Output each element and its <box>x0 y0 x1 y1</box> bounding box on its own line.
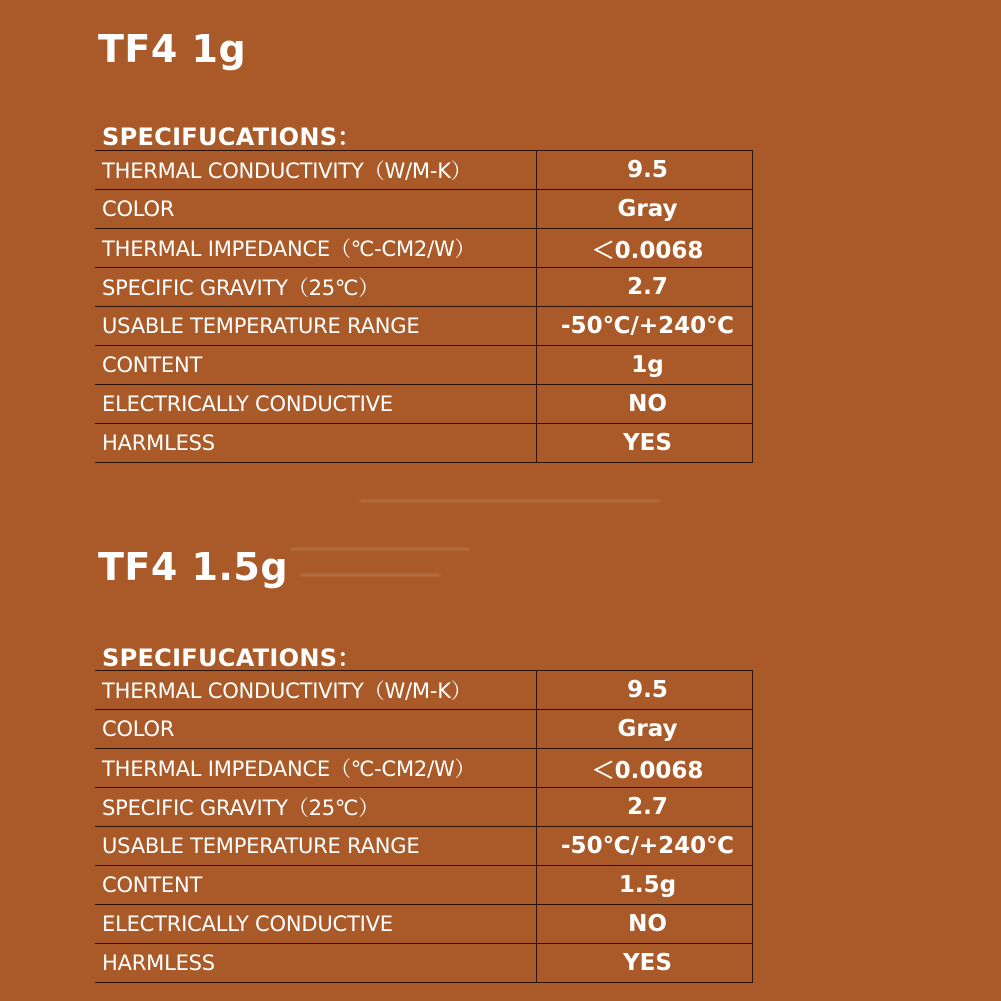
spec-label: HARMLESS <box>95 424 537 463</box>
spec-label: USABLE TEMPERATURE RANGE <box>95 307 537 346</box>
table-row <box>95 788 753 827</box>
spec-label: COLOR <box>95 190 537 229</box>
background-smudge <box>290 548 470 550</box>
spec-label: COLOR <box>95 710 537 749</box>
table-row <box>95 190 753 229</box>
spec-value: 9.5 <box>537 151 753 190</box>
background-smudge <box>300 574 440 576</box>
table-row <box>95 866 753 905</box>
table-row <box>95 229 753 268</box>
spec-value: 9.5 <box>537 671 753 710</box>
background-smudge <box>360 500 660 502</box>
spec-value: ＜0.0068 <box>537 229 753 268</box>
table-row <box>95 944 753 983</box>
spec-label: USABLE TEMPERATURE RANGE <box>95 827 537 866</box>
table-row <box>95 346 753 385</box>
section-2-spec-table <box>95 670 753 983</box>
spec-label: HARMLESS <box>95 944 537 983</box>
spec-value: -50℃/+240℃ <box>537 827 753 866</box>
table-row <box>95 671 753 710</box>
spec-value: 1.5g <box>537 866 753 905</box>
spec-label: THERMAL IMPEDANCE（℃-CM2/W） <box>95 749 537 788</box>
spec-value: NO <box>537 385 753 424</box>
spec-value: ＜0.0068 <box>537 749 753 788</box>
spec-value: Gray <box>537 190 753 229</box>
section-1-spec-table <box>95 150 753 463</box>
spec-value: -50℃/+240℃ <box>537 307 753 346</box>
section-2-title: TF4 1.5g <box>98 545 289 589</box>
spec-label: SPECIFIC GRAVITY（25℃） <box>95 788 537 827</box>
spec-value: Gray <box>537 710 753 749</box>
table-row <box>95 268 753 307</box>
table-row <box>95 424 753 463</box>
section-2-spec-heading: SPECIFUCATIONS： <box>102 644 362 672</box>
spec-label: THERMAL CONDUCTIVITY（W/M-K） <box>95 151 537 190</box>
spec-label: ELECTRICALLY CONDUCTIVE <box>95 385 537 424</box>
spec-label: THERMAL CONDUCTIVITY（W/M-K） <box>95 671 537 710</box>
table-row <box>95 151 753 190</box>
table-row <box>95 749 753 788</box>
table-row <box>95 827 753 866</box>
spec-value: 2.7 <box>537 788 753 827</box>
spec-value: YES <box>537 944 753 983</box>
table-row <box>95 307 753 346</box>
spec-label: SPECIFIC GRAVITY（25℃） <box>95 268 537 307</box>
section-1-spec-heading: SPECIFUCATIONS： <box>102 123 362 151</box>
spec-value: 1g <box>537 346 753 385</box>
section-1-title: TF4 1g <box>98 27 247 71</box>
spec-value: NO <box>537 905 753 944</box>
spec-label: ELECTRICALLY CONDUCTIVE <box>95 905 537 944</box>
table-row <box>95 710 753 749</box>
spec-value: 2.7 <box>537 268 753 307</box>
table-row <box>95 385 753 424</box>
spec-label: CONTENT <box>95 346 537 385</box>
table-row <box>95 905 753 944</box>
spec-label: THERMAL IMPEDANCE（℃-CM2/W） <box>95 229 537 268</box>
spec-value: YES <box>537 424 753 463</box>
spec-label: CONTENT <box>95 866 537 905</box>
